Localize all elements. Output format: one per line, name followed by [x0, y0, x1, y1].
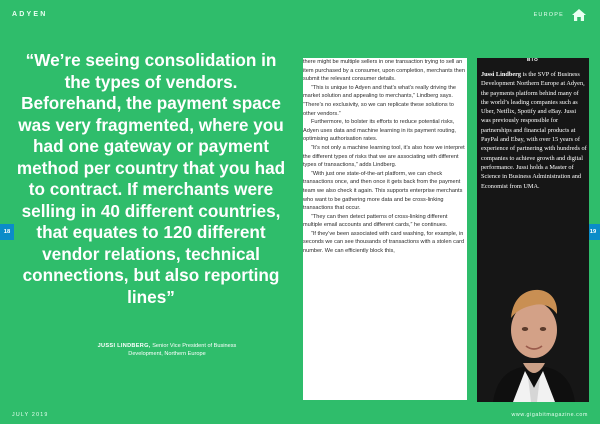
portrait-photo — [479, 258, 589, 402]
article-paragraph: “With just one state-of-the-art platform, we can check transactions once, and then once it gets back from the payment team we also check it again. This supports enterprise merchants who want to be gathering more data and be cross-linking transactions that occur. — [303, 170, 463, 212]
issue-date: JULY 2019 — [12, 412, 49, 418]
quote-attribution — [82, 342, 252, 358]
article-paragraph: Furthermore, to bolster its efforts to reduce potential risks, Adyen uses data and machine learning in its payment routing, optimising authorisation rates. — [303, 119, 456, 143]
attribution-name: JUSSI LINDBERG, — [97, 343, 151, 349]
article-paragraph: “If they’ve been associated with card washing, for example, in seconds we can see thousands of transactions with a stolen card number. We can efficiently block this, — [303, 230, 465, 255]
article-paragraph: “This is unique to Adyen and that’s what’s really driving the market solution and appealing to merchants,” Lindberg says. “There’s no exclusivity, so we can replicate these solutions to other vendors.” — [303, 84, 457, 117]
bio-label: BIO — [527, 58, 539, 62]
page-number-right: 19 — [586, 224, 600, 240]
article-paragraph: “It’s not only a machine learning tool, it’s also how we interpret the different types of risks that we are associating with different types of transactions,” adds Lindberg. — [303, 144, 465, 169]
bio-description: is the SVP of Business Development Northern Europe at Adyen, the payments platform behind many of the world’s leading companies such as Uber, Netflix, Spotify and eBay. Jussi was previously responsible for partnerships and financial products at PayPal and Ebay, with over 15 years of experience of partnering with hundreds of companies to achieve growth and digital performance. Jussi holds a Master of Science in Business Administration and Economist from UMA. — [481, 71, 587, 190]
home-icon[interactable] — [571, 7, 587, 23]
pull-quote: “We’re seeing consolidation in the types of vendors. Beforehand, the payment space was very fragmented, where you had one gateway or payment method per country that you had to contract. If merchants were selling in 40 different countries, that equates to 120 different vendor relations, technical connections, but also reporting lines” — [16, 50, 286, 307]
bio-text — [481, 70, 587, 191]
website-url[interactable]: www.gigabitmagazine.com — [511, 412, 588, 418]
section-label: EUROPE — [533, 12, 564, 18]
page-number-left: 18 — [0, 224, 14, 240]
article-paragraph: “They can then detect patterns of cross-linking different multiple email accounts and different cards,” he continues. — [303, 213, 448, 229]
article-column — [303, 58, 467, 400]
bio-name: Jussi Lindberg — [481, 71, 522, 78]
attribution-role: Senior Vice President of Business Development, Northern Europe — [128, 343, 237, 357]
brand-label: ADYEN — [12, 11, 48, 18]
article-paragraph: there might be multiple sellers in one transaction trying to sell an item purchased by a consumer, upon completion, merchants then submit the relevant consumer details. — [303, 59, 465, 83]
